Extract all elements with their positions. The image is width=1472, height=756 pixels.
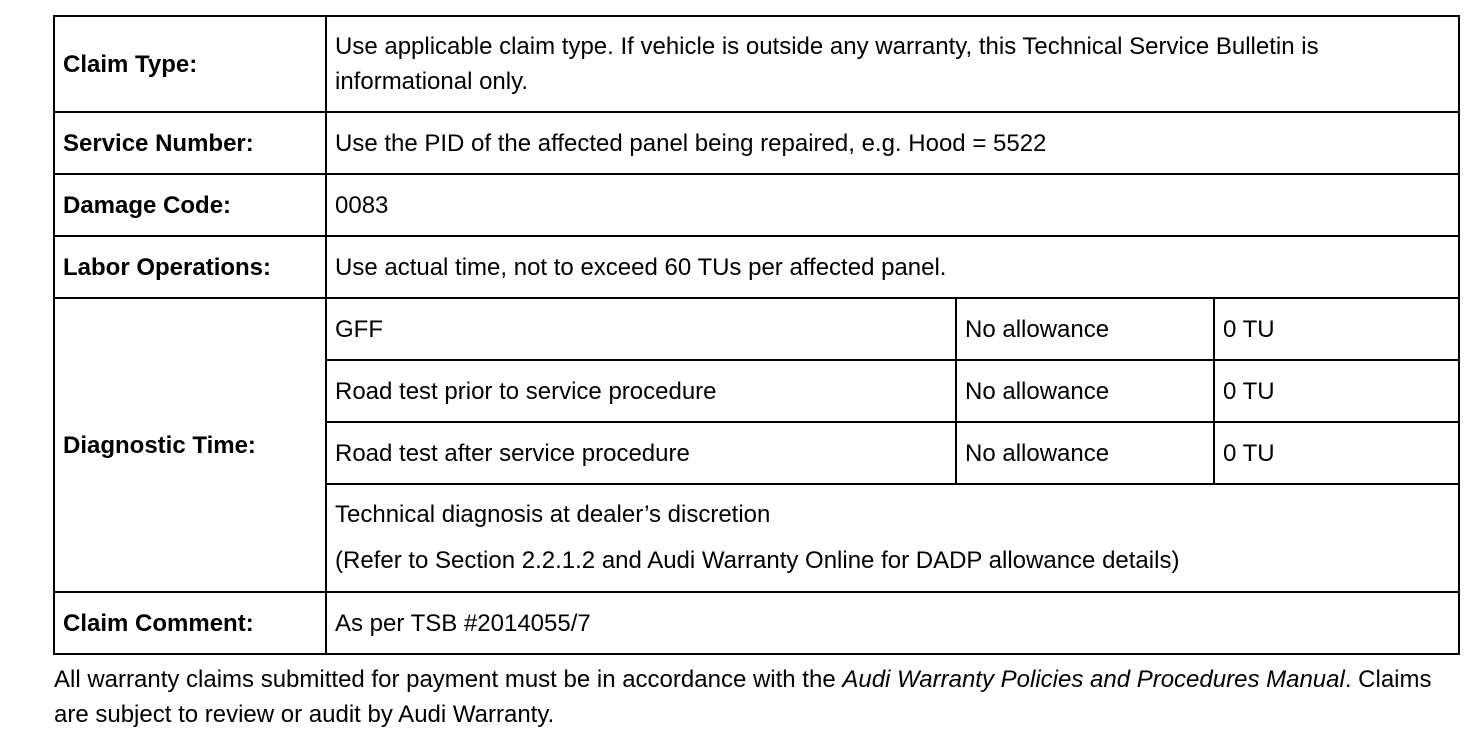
warranty-claim-table bbox=[53, 15, 1460, 655]
service-number-label: Service Number: bbox=[54, 112, 326, 174]
labor-operations-value: Use actual time, not to exceed 60 TUs per affected panel. bbox=[326, 236, 1459, 298]
diagnostic-tu: 0 TU bbox=[1214, 360, 1459, 422]
diagnostic-time-label: Diagnostic Time: bbox=[54, 298, 326, 592]
footer-text-part1: All warranty claims submitted for payment must be in accordance with the bbox=[54, 666, 843, 693]
technical-diagnosis-cell bbox=[326, 484, 1459, 592]
manual-title: Audi Warranty Policies and Procedures Manual bbox=[842, 666, 1345, 693]
diagnostic-row bbox=[54, 298, 1459, 360]
damage-code-label: Damage Code: bbox=[54, 174, 326, 236]
footer-text-part2: . Claims are subject to review or audit by Audi Warranty. bbox=[54, 666, 1432, 728]
dadp-reference-text: (Refer to Section 2.2.1.2 and Audi Warranty Online for DADP allowance details) bbox=[335, 547, 1180, 574]
diagnostic-allowance: No allowance bbox=[956, 422, 1214, 484]
service-number-row bbox=[54, 112, 1459, 174]
damage-code-row bbox=[54, 174, 1459, 236]
diagnostic-allowance: No allowance bbox=[956, 298, 1214, 360]
technical-diagnosis-text: Technical diagnosis at dealer’s discretion bbox=[335, 501, 771, 528]
warranty-footer-note bbox=[54, 662, 1459, 732]
claim-type-value: Use applicable claim type. If vehicle is outside any warranty, this Technical Service Bulletin is informational only. bbox=[326, 16, 1459, 112]
diagnostic-description: Road test prior to service procedure bbox=[326, 360, 956, 422]
claim-type-label: Claim Type: bbox=[54, 16, 326, 112]
claim-comment-label: Claim Comment: bbox=[54, 592, 326, 654]
damage-code-value: 0083 bbox=[326, 174, 1459, 236]
diagnostic-allowance: No allowance bbox=[956, 360, 1214, 422]
labor-operations-row bbox=[54, 236, 1459, 298]
diagnostic-description: GFF bbox=[326, 298, 956, 360]
diagnostic-tu: 0 TU bbox=[1214, 298, 1459, 360]
diagnostic-description: Road test after service procedure bbox=[326, 422, 956, 484]
service-number-value: Use the PID of the affected panel being repaired, e.g. Hood = 5522 bbox=[326, 112, 1459, 174]
diagnostic-tu: 0 TU bbox=[1214, 422, 1459, 484]
claim-comment-value: As per TSB #2014055/7 bbox=[326, 592, 1459, 654]
labor-operations-label: Labor Operations: bbox=[54, 236, 326, 298]
claim-type-row bbox=[54, 16, 1459, 112]
claim-comment-row bbox=[54, 592, 1459, 654]
